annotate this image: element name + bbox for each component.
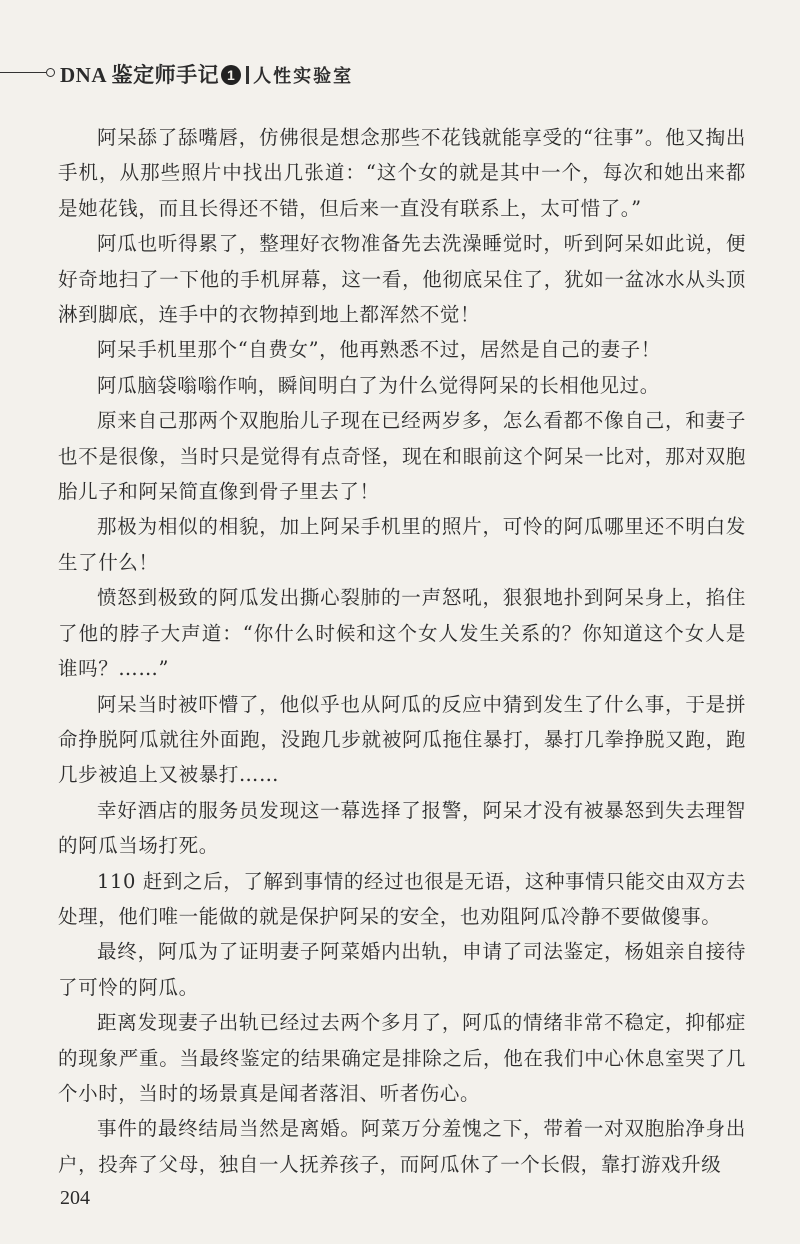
paragraph: 阿呆当时被吓懵了，他似乎也从阿瓜的反应中猜到发生了什么事，于是拼命挣脱阿瓜就往外面跑，没跑几步就被阿瓜拖住暴打，暴打几拳挣脱又跑，跑几步被追上又被暴打……: [58, 692, 746, 787]
paragraph: 阿瓜也听得累了，整理好衣物准备先去洗澡睡觉时，听到阿呆如此说，便好奇地扫了一下他的手机屏幕，这一看，他彻底呆住了，犹如一盆冰水从头顶淋到脚底，连手中的衣物掉到地上都浑然不觉！: [58, 232, 746, 327]
paragraph: 阿瓜脑袋嗡嗡作响，瞬间明白了为什么觉得阿呆的长相他见过。: [97, 373, 660, 397]
paragraph: 距离发现妻子出轨已经过去两个多月了，阿瓜的情绪非常不稳定，抑郁症的现象严重。当最终鉴定的结果确定是排除之后，他在我们中心休息室哭了几个小时，当时的场景真是闻者落泪、听者伤心。: [58, 1011, 746, 1105]
header-rule: [0, 72, 46, 73]
paragraph: 幸好酒店的服务员发现这一幕选择了报警，阿呆才没有被暴怒到失去理智的阿瓜当场打死。: [58, 798, 746, 858]
page-body: [58, 120, 746, 1182]
paragraph: 那极为相似的相貌，加上阿呆手机里的照片，可怜的阿瓜哪里还不明白发生了什么！: [58, 515, 746, 574]
paragraph: 愤怒到极致的阿瓜发出撕心裂肺的一声怒吼，狠狠地扑到阿呆身上，掐住了他的脖子大声道：“你什么时候和这个女人发生关系的？你知道这个女人是谁吗？……”: [58, 586, 746, 681]
paragraph: 阿呆舔了舔嘴唇，仿佛很是想念那些不花钱就能享受的“往事”。他又掏出手机，从那些照片中找出几张道：“这个女的就是其中一个，每次和她出来都是她花钱，而且长得还不错，但后来一直没有联系上，太可惜了。”: [58, 126, 746, 220]
paragraph: 最终，阿瓜为了证明妻子阿菜婚内出轨，申请了司法鉴定，杨姐亲自接待了可怜的阿瓜。: [58, 940, 746, 999]
paragraph: 原来自己那两个双胞胎儿子现在已经两岁多，怎么看都不像自己，和妻子也不是很像，当时只是觉得有点奇怪，现在和眼前这个阿呆一比对，那对双胞胎儿子和阿呆简直像到骨子里去了！: [58, 409, 746, 504]
paragraph: 阿呆手机里那个“自费女”，他再熟悉不过，居然是自己的妻子！: [97, 338, 661, 362]
book-subtitle: 人性实验室: [253, 66, 354, 87]
running-header: [0, 58, 800, 88]
header-separator: [246, 66, 249, 84]
header-title: [60, 59, 353, 89]
volume-number-badge: 1: [221, 65, 241, 85]
paragraph: 事件的最终结局当然是离婚。阿菜万分羞愧之下，带着一对双胞胎净身出户，投奔了父母，独自一人抚养孩子，而阿瓜休了一个长假，靠打游戏升级: [58, 1117, 746, 1176]
page-number: 204: [60, 1187, 90, 1209]
paragraph: 110 赶到之后，了解到事情的经过也很是无语，这种事情只能交由双方去处理，他们唯一能做的就是保护阿呆的安全，也劝阻阿瓜冷静不要做傻事。: [58, 869, 746, 928]
book-title: DNA 鉴定师手记: [60, 63, 220, 87]
header-circle-ornament: [46, 68, 55, 77]
